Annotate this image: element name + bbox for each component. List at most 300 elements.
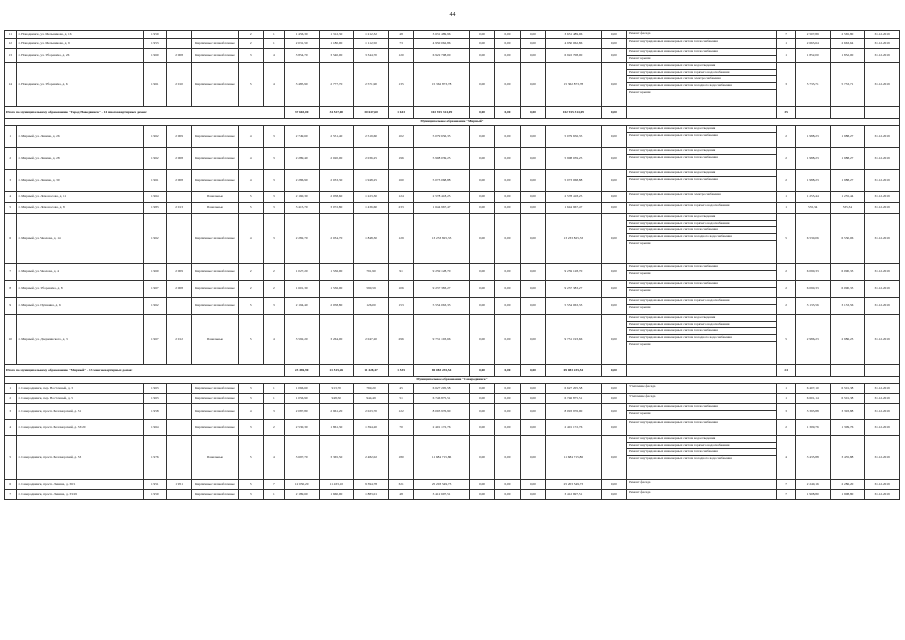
works-cell: [627, 480, 777, 490]
cost-local-cell: 0,00: [520, 298, 545, 315]
work-type-item: Ремонт внутридомовых инженерных систем холодного водоснабжения: [627, 83, 776, 90]
unit-cost-actual-cell: 2 507,89: [795, 31, 830, 39]
deadline-cell: 31.12.2019: [865, 490, 900, 500]
work-type-item: Ремонт фасада: [629, 490, 651, 494]
work-type-item: Ремонт внутридомовых инженерных систем горячего водоснабжения: [627, 70, 776, 77]
page-number: 44: [449, 12, 456, 18]
cost-total-cell: 3 631 489,96: [414, 31, 470, 39]
cost-regional-cell: 0,00: [495, 298, 520, 315]
subtotal-row: [5, 107, 900, 119]
unit-cost-max-cell: 6 530,06: [830, 214, 865, 264]
row-number: 4: [5, 192, 17, 203]
cost-total-cell: 2 401 172,76: [414, 420, 470, 436]
year-reconstructed-cell: 2 012: [166, 315, 191, 365]
row-number: 2: [5, 394, 17, 404]
wall-material-cell: Кирпичные/ шлакоблочные: [192, 394, 238, 404]
cost-other-cell: 0,00: [601, 170, 626, 192]
cost-total-cell: 11 684 715,86: [414, 436, 470, 480]
address-cell: г. Новодвинск, ул. Уборевича, д. 26: [16, 49, 143, 63]
unit-cost-actual-cell: 6 601,14: [795, 394, 830, 404]
deadline-cell: 31.12.2019: [865, 203, 900, 214]
year-built-cell: 1 960: [143, 264, 166, 281]
cost-local-cell: 0,00: [520, 39, 545, 49]
entrances-cell: 3: [264, 404, 285, 420]
subtotal-works-cell: [627, 107, 777, 119]
table-row: [5, 490, 900, 500]
unit-cost-limit-cell: 4: [777, 436, 796, 480]
deadline-cell: 31.12.2019: [865, 394, 900, 404]
entrances-cell: 1: [264, 490, 285, 500]
year-built-cell: 1 964: [143, 420, 166, 436]
residential-area-cell: 1 180,90: [319, 39, 354, 49]
cost-owners-cell: 25 203 549,73: [546, 480, 602, 490]
cost-owners-cell: 1 644 967,47: [546, 203, 602, 214]
cost-other-cell: 0,00: [601, 31, 626, 39]
unit-cost-actual-cell: 2 986,23: [795, 315, 830, 365]
deadline-cell: 31.12.2019: [865, 315, 900, 365]
work-type-item: Ремонт внутридомовых инженерных систем водоотведения: [627, 170, 776, 177]
cost-federal-cell: 0,00: [469, 384, 494, 394]
row-number: 7: [5, 264, 17, 281]
wall-material-cell: Панельные: [192, 203, 238, 214]
year-reconstructed-cell: 2 010: [166, 63, 191, 107]
address-cell: г. Мирный, ул. Ленина, д. 26: [16, 126, 143, 148]
subtotal-cost-other: 0,00: [601, 365, 626, 377]
table-row: [5, 126, 900, 148]
wall-material-cell: Панельные: [192, 315, 238, 365]
unit-cost-max-cell: 3 133,56: [830, 298, 865, 315]
cost-owners-cell: 9 731 193,66: [546, 315, 602, 365]
year-reconstructed-cell: 2 009: [166, 264, 191, 281]
address-cell: г. Мирный, ул. Ленина, д. 28: [16, 148, 143, 170]
year-built-cell: 1 962: [143, 214, 166, 264]
cost-federal-cell: 0,00: [469, 49, 494, 63]
total-area-cell: 2 530,30: [284, 420, 319, 436]
unit-cost-limit-cell: 2: [777, 170, 796, 192]
work-type-item: Ремонт внутридомовых инженерных систем холодного водоснабжения: [627, 335, 776, 342]
subtotal-label: Итого по муниципальному образованию "Город Новодвинск" - 14 многоквартирных домов:: [5, 107, 285, 119]
residents-cell: 48: [388, 490, 413, 500]
cost-local-cell: 0,00: [520, 203, 545, 214]
residential-area-cell: 11 433,10: [319, 480, 354, 490]
municipal-area-cell: 1 212,32: [354, 31, 389, 39]
cost-local-cell: 0,00: [520, 480, 545, 490]
residential-area-cell: 1 536,90: [319, 281, 354, 298]
cost-other-cell: 0,00: [601, 480, 626, 490]
total-area-cell: 3 415,70: [284, 203, 319, 214]
wall-material-cell: Кирпичные/ шлакоблочные: [192, 63, 238, 107]
total-area-cell: 1 027,20: [284, 264, 319, 281]
total-area-cell: 2 087,80: [284, 404, 319, 420]
year-built-cell: 1 950: [143, 490, 166, 500]
works-cell: [627, 214, 777, 264]
year-built-cell: 1 961: [143, 170, 166, 192]
floors-cell: 5: [238, 315, 263, 365]
cost-owners-cell: 8 093 976,90: [546, 404, 602, 420]
cost-federal-cell: 0,00: [469, 394, 494, 404]
year-reconstructed-cell: 2 008: [166, 148, 191, 170]
row-number: 8: [5, 281, 17, 298]
subtotal-cost-local: 0,00: [520, 107, 545, 119]
row-number: 9: [5, 298, 17, 315]
works-cell: [627, 192, 777, 203]
municipal-area-cell: 9 394,78: [354, 480, 389, 490]
subtotal-count: 35: [777, 107, 796, 119]
works-cell: [627, 49, 777, 63]
residential-area-cell: 1 536,90: [319, 264, 354, 281]
address-cell: г. Мирный, ул. Чкалова, д. 14: [16, 214, 143, 264]
works-cell: [627, 436, 777, 480]
deadline-cell: 31.12.2019: [865, 39, 900, 49]
row-number: 13: [5, 49, 17, 63]
deadline-cell: 31.12.2019: [865, 63, 900, 107]
cost-total-cell: 6 922 708,00: [414, 49, 470, 63]
total-area-cell: 2 160,30: [284, 192, 319, 203]
cost-total-cell: 6 746 875,51: [414, 394, 470, 404]
cost-total-cell: 9 237 383,27: [414, 281, 470, 298]
work-type-item: Ремонт внутридомовых инженерных систем теплоснабжения: [627, 49, 776, 56]
year-built-cell: 1 963: [143, 394, 166, 404]
municipal-area-cell: 1 436,60: [354, 203, 389, 214]
cost-other-cell: 0,00: [601, 436, 626, 480]
cost-regional-cell: 0,00: [495, 281, 520, 298]
deadline-cell: 31.12.2019: [865, 298, 900, 315]
municipality-title: Муниципальное образование "Мирный": [5, 119, 900, 126]
total-area-cell: 3 854,70: [284, 49, 319, 63]
work-type-item: Ремонт крыши: [629, 304, 651, 309]
table-row: [5, 436, 900, 480]
cost-total-cell: 3 412 697,51: [414, 490, 470, 500]
deadline-cell: 31.12.2019: [865, 31, 900, 39]
municipal-area-cell: 1 112,50: [354, 39, 389, 49]
unit-cost-max-cell: 6 090,33: [830, 281, 865, 298]
works-cell: [627, 384, 777, 394]
wall-material-cell: Кирпичные/ шлакоблочные: [192, 148, 238, 170]
subtotal-label: Итого по муниципальному образованию "Мирный" - 13 многоквартирных домов:: [5, 365, 285, 377]
cost-total-cell: 8 093 976,90: [414, 404, 470, 420]
residential-area-cell: 3 072,80: [319, 203, 354, 214]
year-reconstructed-cell: [166, 214, 191, 264]
address-cell: г. Мирный, ул. Ломоносова, д. 8: [16, 203, 143, 214]
cost-owners-cell: 9 259 128,70: [546, 264, 602, 281]
residents-cell: 91: [388, 264, 413, 281]
residential-area-cell: 1 660,90: [319, 490, 354, 500]
unit-cost-max-cell: 535,34: [830, 203, 865, 214]
cost-owners-cell: 3 631 489,96: [546, 31, 602, 39]
cost-owners-cell: 2 578 418,25: [546, 192, 602, 203]
floors-cell: 4: [238, 404, 263, 420]
unit-cost-actual-cell: 3 393,88: [795, 404, 830, 420]
cost-local-cell: 0,00: [520, 31, 545, 39]
year-built-cell: 1 967: [143, 281, 166, 298]
row-number: 5: [5, 203, 17, 214]
unit-cost-actual-cell: 1 988,23: [795, 126, 830, 148]
cost-total-cell: 6 627 205,58: [414, 384, 470, 394]
municipal-area-cell: 1 394,20: [354, 420, 389, 436]
year-reconstructed-cell: 2 009: [166, 126, 191, 148]
cost-owners-cell: 9 237 383,27: [546, 281, 602, 298]
address-cell: г. Северодвинск, пер. Восточный, д. 3: [16, 384, 143, 394]
entrances-cell: 3: [264, 214, 285, 264]
residents-cell: 129: [388, 214, 413, 264]
wall-material-cell: Кирпичные/ шлакоблочные: [192, 281, 238, 298]
unit-cost-max-cell: 2 286,20: [830, 480, 865, 490]
residents-cell: 70: [388, 420, 413, 436]
subtotal-cost-regional: 0,00: [495, 107, 520, 119]
address-cell: г. Северодвинск, просп. Ленина, д. 30/1: [16, 480, 143, 490]
entrances-cell: 7: [264, 480, 285, 490]
address-cell: г. Мирный, ул. Дзержинского, д. 3: [16, 315, 143, 365]
residential-area-cell: 2 777,70: [319, 63, 354, 107]
cost-regional-cell: 0,00: [495, 49, 520, 63]
floors-cell: 4: [238, 126, 263, 148]
table-row: [5, 480, 900, 490]
deadline-cell: 31.12.2019: [865, 436, 900, 480]
works-cell: [627, 148, 777, 170]
work-type-item: Ремонт крыши: [629, 341, 651, 346]
unit-cost-actual-cell: 5 733,71: [795, 63, 830, 107]
residents-cell: 296: [388, 315, 413, 365]
works-cell: [627, 170, 777, 192]
work-type-item: Ремонт фасада: [629, 31, 651, 35]
works-cell: [627, 39, 777, 49]
cost-total-cell: 9 259 128,70: [414, 264, 470, 281]
subtotal-cost-other: 0,00: [601, 107, 626, 119]
work-type-item: Ремонт внутридомовых инженерных систем водоотведения: [627, 126, 776, 133]
cost-federal-cell: 0,00: [469, 480, 494, 490]
unit-cost-max-cell: 2 565,80: [830, 31, 865, 39]
unit-cost-limit-cell: 2: [777, 264, 796, 281]
cost-owners-cell: 15 362 873,78: [546, 63, 602, 107]
unit-cost-max-cell: 5 733,71: [830, 63, 865, 107]
table-row: [5, 315, 900, 365]
works-cell: [627, 315, 777, 365]
cost-other-cell: 0,00: [601, 394, 626, 404]
cost-total-cell: 5 554 063,33: [414, 298, 470, 315]
municipal-area-cell: 1 948,25: [354, 170, 389, 192]
unit-cost-limit-cell: 2: [777, 281, 796, 298]
municipal-area-cell: 2 571,90: [354, 63, 389, 107]
work-type-item: Ремонт внутридомовых инженерных систем водоотведения: [627, 436, 776, 443]
cost-total-cell: 13 233 825,33: [414, 214, 470, 264]
works-cell: [627, 404, 777, 420]
cost-owners-cell: 5 079 656,35: [546, 126, 602, 148]
cost-federal-cell: 0,00: [469, 214, 494, 264]
cost-other-cell: 0,00: [601, 298, 626, 315]
cost-regional-cell: 0,00: [495, 490, 520, 500]
year-reconstructed-cell: [166, 436, 191, 480]
works-cell: [627, 264, 777, 281]
cost-owners-cell: 11 684 715,86: [546, 436, 602, 480]
year-reconstructed-cell: [166, 298, 191, 315]
row-number: 11: [5, 31, 17, 39]
total-area-cell: 2 194,40: [284, 298, 319, 315]
subtotal-residents: 1 535: [388, 365, 413, 377]
residential-area-cell: 2 058,60: [319, 192, 354, 203]
unit-cost-actual-cell: 1 309,76: [795, 420, 830, 436]
cost-regional-cell: 0,00: [495, 203, 520, 214]
floors-cell: 3: [238, 49, 263, 63]
municipal-area-cell: 3 344,70: [354, 49, 389, 63]
cost-local-cell: 0,00: [520, 404, 545, 420]
unit-cost-actual-cell: 1 988,23: [795, 170, 830, 192]
work-type-item: Ремонт внутридомовых инженерных систем теплоснабжения: [627, 227, 776, 234]
municipality-header-row: [5, 377, 900, 384]
work-type-item: Ремонт внутридомовых инженерных систем холодного водоснабжения: [629, 456, 732, 461]
municipal-area-cell: 2 036,25: [354, 148, 389, 170]
deadline-cell: 31.12.2019: [865, 148, 900, 170]
total-area-cell: 2 289,40: [284, 148, 319, 170]
cost-federal-cell: 0,00: [469, 315, 494, 365]
residential-area-cell: 2 034,70: [319, 214, 354, 264]
cost-total-cell: 15 362 873,78: [414, 63, 470, 107]
wall-material-cell: Панельные: [192, 436, 238, 480]
cost-federal-cell: 0,00: [469, 420, 494, 436]
cost-federal-cell: 0,00: [469, 281, 494, 298]
residential-area-cell: 1 312,30: [319, 31, 354, 39]
row-number: 10: [5, 315, 17, 365]
cost-other-cell: 0,00: [601, 63, 626, 107]
wall-material-cell: Кирпичные/ шлакоблочные: [192, 214, 238, 264]
cost-other-cell: 0,00: [601, 281, 626, 298]
year-reconstructed-cell: [166, 394, 191, 404]
municipal-area-cell: 2 047,20: [354, 315, 389, 365]
work-type-item: Ремонт внутридомовых инженерных систем водоотведения: [627, 315, 776, 322]
cost-local-cell: 0,00: [520, 63, 545, 107]
work-type-item: Ремонт внутридомовых инженерных систем горячего водоснабжения: [629, 203, 730, 207]
subtotal-cost-local: 0,00: [520, 365, 545, 377]
deadline-cell: 31.12.2019: [865, 214, 900, 264]
table-row: [5, 281, 900, 298]
year-reconstructed-cell: [166, 420, 191, 436]
unit-cost-limit-cell: 5: [777, 214, 796, 264]
entrances-cell: 4: [264, 49, 285, 63]
unit-cost-actual-cell: 6 407,10: [795, 384, 830, 394]
works-cell: [627, 203, 777, 214]
cost-regional-cell: 0,00: [495, 31, 520, 39]
subtotal-total-area: 37 665,00: [284, 107, 319, 119]
wall-material-cell: Кирпичные/ шлакоблочные: [192, 384, 238, 394]
work-type-item: Ремонт крыши: [629, 55, 651, 60]
subtotal-empty-cell: [830, 365, 865, 377]
floors-cell: 5: [238, 192, 263, 203]
cost-local-cell: 0,00: [520, 394, 545, 404]
floors-cell: 5: [238, 436, 263, 480]
year-built-cell: 1 951: [143, 480, 166, 490]
cost-total-cell: 5 079 656,35: [414, 126, 470, 148]
unit-cost-actual-cell: 6 090,33: [795, 281, 830, 298]
year-built-cell: 1 961: [143, 63, 166, 107]
work-type-item: Ремонт внутридомовых инженерных систем водоотведения: [627, 214, 776, 221]
year-reconstructed-cell: 1 951: [166, 480, 191, 490]
work-type-item: Утепление фасада: [629, 384, 656, 388]
unit-cost-limit-cell: 1: [777, 192, 796, 203]
address-cell: г. Новодвинск, ул. Мельникова, д. 9: [16, 39, 143, 49]
municipal-area-cell: 1 883,01: [354, 490, 389, 500]
cost-other-cell: 0,00: [601, 420, 626, 436]
works-cell: [627, 31, 777, 39]
unit-cost-limit-cell: 3: [777, 404, 796, 420]
deadline-cell: 31.12.2019: [865, 480, 900, 490]
unit-cost-max-cell: 1 309,76: [830, 420, 865, 436]
address-cell: г. Мирный, ул. Ленина, д. 30: [16, 170, 143, 192]
total-area-cell: 1 066,60: [284, 384, 319, 394]
address-cell: г. Мирный, ул. Чкалова, д. 4: [16, 264, 143, 281]
residential-area-cell: 3 540,00: [319, 49, 354, 63]
subtotal-cost-federal: 0,00: [469, 107, 494, 119]
unit-cost-limit-cell: 7: [777, 490, 796, 500]
cost-owners-cell: 5 908 039,25: [546, 148, 602, 170]
total-area-cell: 3 697,70: [284, 436, 319, 480]
floors-cell: 2: [238, 39, 263, 49]
address-cell: г. Мирный, ул. Уборевича, д. 8: [16, 281, 143, 298]
unit-cost-max-cell: 2 663,64: [830, 39, 865, 49]
year-built-cell: 1 976: [143, 436, 166, 480]
register-table: [4, 30, 900, 500]
residents-cell: 51: [388, 394, 413, 404]
cost-local-cell: 0,00: [520, 315, 545, 365]
address-cell: г. Северодвинск, просп. Беломорский, д. 31: [16, 404, 143, 420]
work-type-item: Ремонт внутридомовых инженерных систем теплоснабжения: [629, 176, 718, 181]
unit-cost-actual-cell: 1 255,44: [795, 192, 830, 203]
cost-federal-cell: 0,00: [469, 436, 494, 480]
wall-material-cell: Панельные: [192, 192, 238, 203]
entrances-cell: 1: [264, 39, 285, 49]
cost-owners-cell: 3 412 697,51: [546, 490, 602, 500]
entrances-cell: 4: [264, 436, 285, 480]
cost-federal-cell: 0,00: [469, 298, 494, 315]
cost-other-cell: 0,00: [601, 203, 626, 214]
municipal-area-cell: 791,90: [354, 264, 389, 281]
work-type-item: Ремонт внутридомовых инженерных систем теплоснабжения: [629, 154, 718, 159]
row-number: 12: [5, 39, 17, 49]
municipal-area-cell: 944,49: [354, 394, 389, 404]
deadline-cell: 31.12.2019: [865, 281, 900, 298]
floors-cell: 4: [238, 148, 263, 170]
floors-cell: 4: [238, 170, 263, 192]
cost-federal-cell: 0,00: [469, 404, 494, 420]
subtotal-cost-owners: 69 083 235,54: [546, 365, 602, 377]
municipal-area-cell: 1 223,30: [354, 192, 389, 203]
municipal-area-cell: 590,59: [354, 281, 389, 298]
unit-cost-actual-cell: 2 663,64: [795, 39, 830, 49]
residential-area-cell: 3 365,50: [319, 436, 354, 480]
year-built-cell: 1 962: [143, 126, 166, 148]
work-type-item: Ремонт внутридомовых инженерных систем горячего водоснабжения: [627, 221, 776, 228]
floors-cell: 2: [238, 281, 263, 298]
deadline-cell: 31.12.2019: [865, 49, 900, 63]
row-number: 14: [5, 63, 17, 107]
residents-cell: 180: [388, 436, 413, 480]
row-number: 7: [5, 490, 17, 500]
municipal-area-cell: 126,00: [354, 298, 389, 315]
unit-cost-actual-cell: 6 530,06: [795, 214, 830, 264]
cost-owners-cell: 5 073 068,88: [546, 170, 602, 192]
residential-area-cell: 913,70: [319, 384, 354, 394]
cost-total-cell: 2 578 418,25: [414, 192, 470, 203]
works-cell: [627, 490, 777, 500]
year-reconstructed-cell: [166, 39, 191, 49]
row-number: 4: [5, 420, 17, 436]
entrances-cell: 2: [264, 281, 285, 298]
unit-cost-limit-cell: 2: [777, 126, 796, 148]
address-cell: г. Северодвинск, просп. Беломорский, д. 33/20: [16, 420, 143, 436]
entrances-cell: 1: [264, 394, 285, 404]
cost-regional-cell: 0,00: [495, 315, 520, 365]
floors-cell: 3: [238, 394, 263, 404]
year-reconstructed-cell: 2 013: [166, 203, 191, 214]
row-number: 6: [5, 480, 17, 490]
